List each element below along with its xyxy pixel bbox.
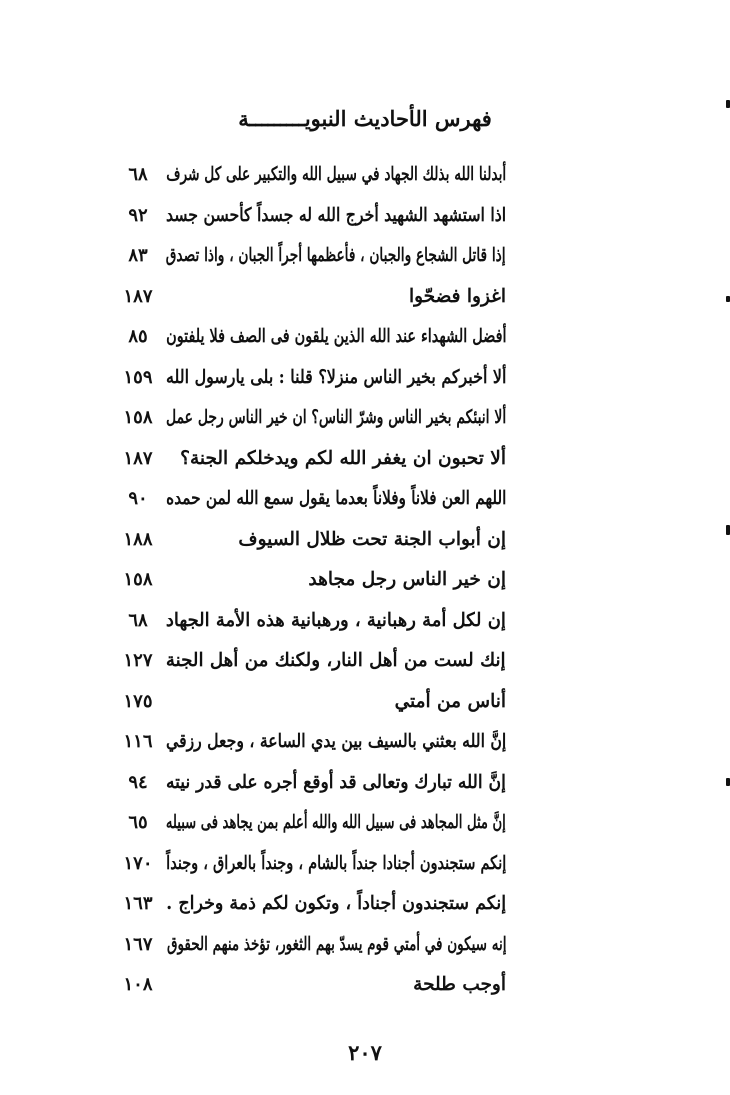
page-reference: ٩٠ (128, 488, 148, 509)
hadith-text: اللهم العن فلاناً وفلاناً بعدما يقول سمع الله لمن حمده (165, 488, 506, 509)
index-entry (118, 525, 506, 566)
index-entry (118, 970, 506, 1011)
hadith-text: إنَّ الله بعثني بالسيف بين يدي الساعة ، وجعل رزقي (165, 731, 506, 752)
index-entry (118, 160, 506, 201)
index-entry (118, 768, 506, 809)
index-entry (118, 930, 506, 971)
hadith-text: إذا قاتل الشجاع والجبان ، فأعظمها أجراً الجبان ، واذا تصدق (166, 245, 506, 266)
page-edge-mark (726, 100, 730, 108)
hadith-text: اغزوا فضحّوا (408, 285, 506, 307)
page-number: ٢٠٧ (348, 1040, 382, 1065)
index-entry (118, 403, 506, 444)
hadith-text: اذا استشهد الشهيد أخرج الله له جسداً كأحسن جسد (165, 204, 506, 226)
page-reference: ٨٣ (128, 245, 148, 266)
index-entry (118, 808, 506, 849)
page-reference: ١٠٨ (123, 974, 153, 995)
index-entry (118, 646, 506, 687)
hadith-text: إنَّ الله تبارك وتعالى قد أوقع أجره على قدر نيته (166, 771, 506, 793)
hadith-text: أفضل الشهداء عند الله الذين يلقون فى الصف فلا يلفتون (165, 326, 506, 347)
page-reference: ١٢٧ (123, 650, 153, 671)
index-entry (118, 687, 506, 728)
hadith-text: أبدلنا الله بذلك الجهاد في سبيل الله والتكبير على كل شرف (166, 164, 506, 185)
index-entry (118, 484, 506, 525)
hadith-text: أناس من أمتي (394, 690, 506, 712)
index-entry (118, 282, 506, 323)
page-reference: ٦٨ (128, 164, 148, 185)
page-edge-mark (726, 296, 730, 302)
hadith-text: إنكم ستجندون أجناداً ، وتكون لكم ذمة وخراج . (166, 893, 506, 914)
hadith-text: إنَّ مثل المجاهد فى سبيل الله والله أعلم بمن يجاهد فى سبيله (166, 812, 506, 833)
page-reference: ١٦٧ (123, 933, 153, 955)
index-entry (118, 889, 506, 930)
index-entry (118, 322, 506, 363)
page-reference: ١٧٥ (123, 690, 153, 712)
hadith-text: ألا تحبون ان يغفر الله لكم ويدخلكم الجنة؟ (180, 447, 506, 469)
page-reference: ١٨٧ (123, 447, 153, 469)
page-reference: ١٨٧ (123, 285, 153, 307)
index-entry (118, 849, 506, 890)
page-reference: ١٥٩ (123, 366, 153, 388)
page-reference: ٩٤ (128, 771, 148, 793)
page-reference: ٩٢ (128, 204, 148, 226)
index-entry (118, 606, 506, 647)
hadith-text: ألا أخبركم بخير الناس منزلا؟ قلنا : بلى يارسول الله (165, 366, 506, 388)
index-entry (118, 565, 506, 606)
page-title: فهرس الأحاديث النبويـــــــــة (238, 106, 492, 131)
hadith-text: إن خير الناس رجل مجاهد (308, 569, 506, 590)
page-edge-mark (726, 525, 730, 535)
page-header (0, 106, 730, 131)
page-edge-mark (726, 778, 730, 786)
hadith-text: إن أبواب الجنة تحت ظلال السيوف (238, 528, 506, 550)
page-reference: ٦٨ (128, 609, 148, 631)
index-entry (118, 363, 506, 404)
hadith-text: ألا انبئكم بخير الناس وشرّ الناس؟ ان خير الناس رجل عمل (165, 407, 506, 428)
hadith-text: إنك لست من أهل النار، ولكنك من أهل الجنة (166, 650, 506, 671)
index-entry (118, 241, 506, 282)
hadith-text: أوجب طلحة (413, 974, 506, 995)
page-reference: ١٧٠ (123, 852, 153, 874)
hadith-text: إن لكل أمة رهبانية ، ورهبانية هذه الأمة الجهاد (165, 609, 506, 631)
page-reference: ١٨٨ (123, 528, 153, 550)
hadith-text: إنكم ستجندون أجنادا جنداً بالشام ، وجنداً بالعراق ، وجنداً (165, 852, 506, 874)
index-entry (118, 201, 506, 242)
page-reference: ١١٦ (123, 731, 153, 752)
page-reference: ١٥٨ (123, 569, 153, 590)
hadith-text: إنه سيكون في أمتي قوم يسدّ بهم الثغور، تؤخذ منهم الحقوق (166, 933, 506, 955)
page-reference: ١٥٨ (123, 407, 153, 428)
index-entry (118, 444, 506, 485)
page-reference: ١٦٣ (123, 893, 153, 914)
hadith-index-list (118, 160, 506, 1011)
index-entry (118, 727, 506, 768)
page-reference: ٨٥ (128, 326, 148, 347)
page-reference: ٦٥ (128, 812, 148, 833)
